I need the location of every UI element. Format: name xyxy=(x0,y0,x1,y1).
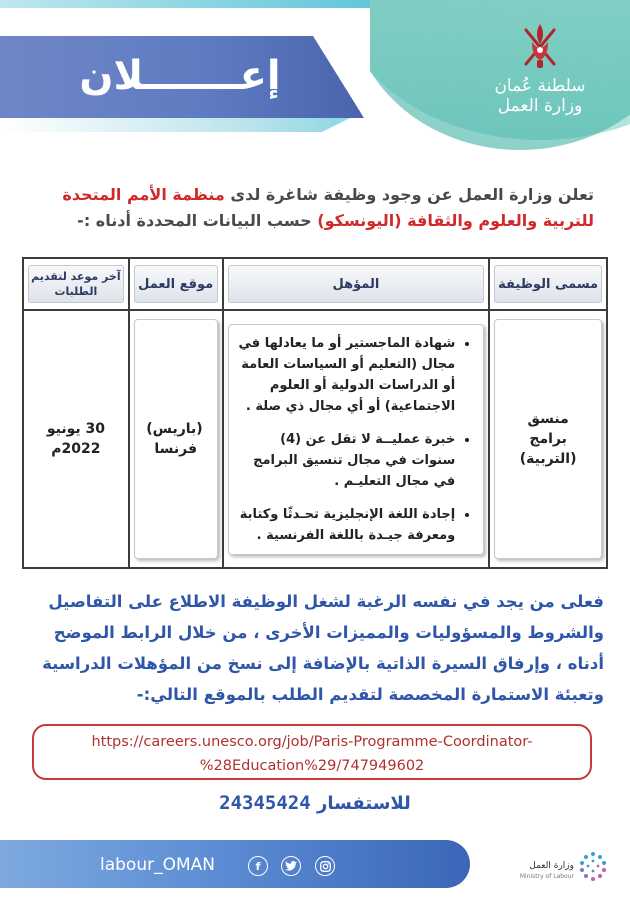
intro-text-2: حسب البيانات المحددة أدناه :- xyxy=(77,211,318,230)
ministry-logo xyxy=(480,20,600,130)
intro-paragraph xyxy=(36,182,594,234)
table-row xyxy=(23,310,607,568)
application-link-box[interactable] xyxy=(32,724,592,780)
application-link-line-1[interactable]: https://careers.unesco.org/job/Paris-Programme-Coordinator- xyxy=(91,734,533,750)
cell-job-title: منسق برامج (التربية) xyxy=(489,310,607,568)
header-location: موقع العمل xyxy=(129,258,223,310)
table-header-row xyxy=(23,258,607,310)
intro-org-highlight: منظمة الأمم المتحدة للتربية والعلوم والثقافة (اليونسكو) xyxy=(62,185,594,230)
header-job-title: مسمى الوظيفة xyxy=(489,258,607,310)
banner-title: إعـــــــلان xyxy=(79,53,281,99)
khanjar-emblem-icon xyxy=(518,20,562,72)
job-details-table xyxy=(22,257,608,569)
contact-phone[interactable]: 24345424 xyxy=(219,792,311,814)
footer-ministry-logo xyxy=(500,845,610,889)
footer-logo-text: وزارة العمل xyxy=(529,861,574,871)
contact-line xyxy=(0,792,630,814)
twitter-icon[interactable] xyxy=(281,856,301,876)
footer-handle[interactable]: labour_OMAN xyxy=(100,855,215,875)
qualification-item: • إجادة اللغة الإنجليزية تحـدثًا وكتابة ومعرفة جيـدة باللغة الفرنسية . xyxy=(237,504,456,546)
application-instructions: فعلى من يجد في نفسه الرغبة لشغل الوظيفة الاطلاع على التفاصيل والشروط والمسؤوليات والمميزات الأخرى ، من خلال الرابط الموضح أدناه ، وإرفاق السيرة الذاتية بالإضافة إلى نسخ من المؤهلات الدراسية وتعبئة الاستمارة المخصصة لتقديم الطلب بالموقع التالي:- xyxy=(42,592,604,704)
qualification-item: • خبرة عمليــة لا تقل عن (4) سنوات في مجال تنسيق البرامج في مجال التعليـم . xyxy=(237,429,456,492)
cell-qualifications xyxy=(223,310,490,568)
qualification-item: • شهادة الماجستير أو ما يعادلها في مجال (التعليم أو السياسات العامة أو الدراسات الدولية أو العلوم الاجتماعية) أو أي مجال ذي صلة . xyxy=(237,333,456,417)
application-link-line-2[interactable]: %28Education%29/747949602 xyxy=(199,758,425,774)
contact-label: للاستفسار xyxy=(316,793,411,814)
footer-bar xyxy=(0,840,470,888)
intro-text-1: تعلن وزارة العمل عن وجود وظيفة شاغرة لدى xyxy=(224,185,594,204)
cell-deadline: 30 يونيو 2022م xyxy=(23,310,129,568)
top-ribbon xyxy=(0,0,380,8)
logo-line-2: وزارة العمل xyxy=(497,96,583,116)
banner-underline xyxy=(0,118,350,132)
logo-line-1: سلطنة عُمان xyxy=(494,76,586,96)
footer-logo-subtext: Ministry of Labour xyxy=(519,873,574,880)
header-deadline: آخر موعد لتقديم الطلبات xyxy=(23,258,129,310)
facebook-icon[interactable]: f xyxy=(248,856,268,876)
header-qualification: المؤهل xyxy=(223,258,490,310)
cell-location: (باريس) فرنسا xyxy=(129,310,223,568)
ministry-mark-icon xyxy=(576,849,610,883)
instagram-icon[interactable] xyxy=(315,856,335,876)
